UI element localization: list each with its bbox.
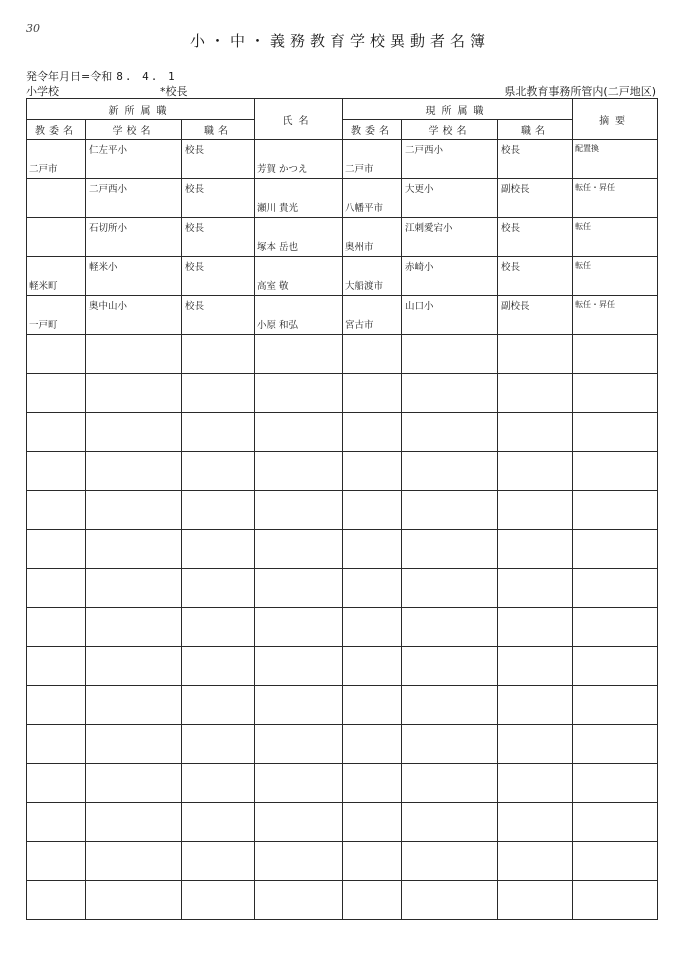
empty-cell: [573, 608, 658, 647]
current-school-cell: [402, 257, 498, 296]
empty-cell: [182, 881, 255, 920]
current-position-cell-text: 副校長: [501, 301, 530, 312]
new-school-cell-text: 仁左平小: [89, 145, 128, 156]
empty-cell: [498, 764, 573, 803]
issue-date: [26, 68, 177, 84]
new-position-cell-text: 校長: [185, 301, 205, 312]
empty-cell: [182, 725, 255, 764]
education-office: 県北教育事務所管内(二戸地区): [504, 85, 656, 98]
person-name-cell-text: 芳賀 かつえ: [257, 164, 308, 175]
current-position-cell-text: 校長: [501, 223, 521, 234]
empty-cell: [255, 608, 343, 647]
empty-cell: [498, 413, 573, 452]
current-board-cell-text: 大船渡市: [345, 281, 384, 292]
empty-table-row: [27, 686, 658, 725]
empty-cell: [402, 374, 498, 413]
current-position-cell-text: 校長: [501, 262, 521, 273]
empty-cell: [498, 842, 573, 881]
current-position-cell: [498, 296, 573, 335]
empty-cell: [343, 842, 402, 881]
person-name-cell: [255, 218, 343, 257]
empty-cell: [498, 335, 573, 374]
empty-cell: [402, 491, 498, 530]
empty-cell: [343, 803, 402, 842]
current-board-cell: [343, 179, 402, 218]
empty-cell: [86, 608, 182, 647]
empty-cell: [86, 374, 182, 413]
new-school-cell: [86, 296, 182, 335]
empty-cell: [498, 725, 573, 764]
current-school-cell-text: 赤崎小: [405, 262, 434, 273]
new-position-cell-text: 校長: [185, 184, 205, 195]
empty-cell: [86, 335, 182, 374]
empty-cell: [402, 647, 498, 686]
header-new-board: 教委名: [27, 120, 86, 140]
roster-body: [27, 140, 658, 920]
remarks-cell: [573, 179, 658, 218]
issue-date-label: 発令年月日=令和: [26, 70, 113, 83]
person-name-cell-text: 塚本 岳也: [257, 242, 299, 253]
empty-cell: [27, 764, 86, 803]
remarks-cell: [573, 257, 658, 296]
empty-table-row: [27, 764, 658, 803]
table-row: [27, 257, 658, 296]
empty-cell: [27, 530, 86, 569]
empty-cell: [255, 725, 343, 764]
current-board-cell-text: 二戸市: [345, 164, 374, 175]
empty-cell: [86, 764, 182, 803]
new-position-cell-text: 校長: [185, 262, 205, 273]
empty-cell: [343, 647, 402, 686]
person-name-cell-text: 瀬川 貴光: [257, 203, 299, 214]
empty-cell: [343, 569, 402, 608]
empty-cell: [255, 686, 343, 725]
empty-cell: [27, 686, 86, 725]
empty-cell: [343, 764, 402, 803]
remarks-cell: [573, 296, 658, 335]
empty-cell: [27, 491, 86, 530]
empty-cell: [343, 608, 402, 647]
new-school-cell: [86, 140, 182, 179]
post-filter: *校長: [160, 85, 188, 98]
empty-cell: [402, 842, 498, 881]
new-school-cell: [86, 257, 182, 296]
person-name-cell: [255, 296, 343, 335]
new-board-cell-text: 一戸町: [29, 320, 58, 331]
empty-table-row: [27, 725, 658, 764]
remarks-cell: [573, 218, 658, 257]
empty-cell: [27, 452, 86, 491]
empty-cell: [86, 530, 182, 569]
header-new-school: 学校名: [86, 120, 182, 140]
empty-table-row: [27, 530, 658, 569]
new-board-cell-text: 二戸市: [29, 164, 58, 175]
empty-cell: [573, 803, 658, 842]
empty-cell: [402, 569, 498, 608]
empty-cell: [402, 530, 498, 569]
new-position-cell-text: 校長: [185, 223, 205, 234]
person-name-cell-text: 高室 敬: [257, 281, 289, 292]
empty-cell: [255, 764, 343, 803]
new-position-cell: [182, 140, 255, 179]
empty-cell: [255, 491, 343, 530]
remarks-cell-text: 転任: [575, 222, 592, 231]
current-school-cell-text: 山口小: [405, 301, 434, 312]
new-position-cell-text: 校長: [185, 145, 205, 156]
header-new-position: 職名: [182, 120, 255, 140]
empty-cell: [402, 803, 498, 842]
empty-cell: [498, 608, 573, 647]
empty-table-row: [27, 491, 658, 530]
empty-cell: [27, 569, 86, 608]
empty-table-row: [27, 374, 658, 413]
empty-cell: [498, 686, 573, 725]
new-position-cell: [182, 179, 255, 218]
new-position-cell: [182, 218, 255, 257]
current-board-cell-text: 奥州市: [345, 242, 374, 253]
current-board-cell: [343, 296, 402, 335]
empty-cell: [498, 803, 573, 842]
header-current-position: 職名: [498, 120, 573, 140]
current-position-cell: [498, 179, 573, 218]
empty-table-row: [27, 335, 658, 374]
remarks-cell-text: 配置換: [575, 144, 600, 153]
empty-cell: [27, 725, 86, 764]
empty-cell: [86, 569, 182, 608]
header-name: 氏名: [255, 99, 343, 140]
new-board-cell: [27, 179, 86, 218]
empty-cell: [86, 413, 182, 452]
empty-cell: [255, 647, 343, 686]
new-position-cell: [182, 296, 255, 335]
person-name-cell: [255, 257, 343, 296]
new-board-cell: [27, 296, 86, 335]
new-school-cell-text: 石切所小: [89, 223, 128, 234]
empty-cell: [255, 413, 343, 452]
empty-cell: [182, 803, 255, 842]
header-remarks: 摘要: [573, 99, 658, 140]
empty-cell: [498, 647, 573, 686]
table-row: [27, 140, 658, 179]
new-school-cell: [86, 179, 182, 218]
empty-cell: [27, 647, 86, 686]
empty-table-row: [27, 413, 658, 452]
empty-cell: [182, 374, 255, 413]
empty-cell: [255, 842, 343, 881]
empty-cell: [573, 374, 658, 413]
empty-cell: [86, 452, 182, 491]
empty-cell: [86, 686, 182, 725]
empty-cell: [182, 842, 255, 881]
current-school-cell: [402, 296, 498, 335]
empty-cell: [27, 374, 86, 413]
empty-cell: [573, 686, 658, 725]
empty-cell: [182, 569, 255, 608]
table-row: [27, 296, 658, 335]
empty-cell: [182, 413, 255, 452]
empty-cell: [255, 530, 343, 569]
new-board-cell: [27, 218, 86, 257]
remarks-cell: [573, 140, 658, 179]
current-position-cell: [498, 140, 573, 179]
empty-cell: [255, 569, 343, 608]
table-row: [27, 218, 658, 257]
remarks-cell-text: 転任・昇任: [575, 300, 616, 309]
header-new-post: 新所属職: [27, 99, 255, 120]
empty-table-row: [27, 842, 658, 881]
empty-cell: [573, 725, 658, 764]
empty-cell: [343, 452, 402, 491]
current-board-cell: [343, 140, 402, 179]
empty-cell: [182, 686, 255, 725]
empty-cell: [573, 569, 658, 608]
current-position-cell: [498, 218, 573, 257]
person-name-cell-text: 小原 和弘: [257, 320, 299, 331]
empty-cell: [573, 881, 658, 920]
empty-cell: [402, 881, 498, 920]
empty-table-row: [27, 452, 658, 491]
current-position-cell: [498, 257, 573, 296]
page-number: 30: [26, 22, 40, 35]
header-current-post: 現所属職: [343, 99, 573, 120]
new-school-cell-text: 二戸西小: [89, 184, 128, 195]
empty-cell: [343, 491, 402, 530]
current-board-cell: [343, 257, 402, 296]
empty-table-row: [27, 569, 658, 608]
empty-cell: [27, 413, 86, 452]
empty-cell: [343, 686, 402, 725]
new-board-cell-text: 軽米町: [29, 281, 58, 292]
current-school-cell-text: 江刺愛宕小: [405, 223, 453, 234]
empty-cell: [573, 491, 658, 530]
current-school-cell-text: 大更小: [405, 184, 434, 195]
empty-cell: [182, 491, 255, 530]
new-school-cell-text: 軽米小: [89, 262, 118, 273]
current-board-cell: [343, 218, 402, 257]
empty-cell: [255, 803, 343, 842]
empty-cell: [573, 452, 658, 491]
empty-cell: [86, 725, 182, 764]
current-school-cell: [402, 218, 498, 257]
current-board-cell-text: 八幡平市: [345, 203, 384, 214]
new-school-cell-text: 奥中山小: [89, 301, 128, 312]
empty-cell: [255, 374, 343, 413]
empty-cell: [182, 608, 255, 647]
empty-cell: [498, 881, 573, 920]
empty-cell: [86, 881, 182, 920]
empty-cell: [343, 335, 402, 374]
current-board-cell-text: 宮古市: [345, 320, 374, 331]
school-level: 小学校: [26, 85, 59, 98]
empty-cell: [573, 413, 658, 452]
empty-cell: [255, 452, 343, 491]
current-school-cell: [402, 179, 498, 218]
empty-cell: [498, 491, 573, 530]
empty-cell: [402, 764, 498, 803]
current-position-cell-text: 校長: [501, 145, 521, 156]
empty-cell: [402, 608, 498, 647]
empty-cell: [498, 374, 573, 413]
empty-cell: [86, 803, 182, 842]
empty-cell: [402, 335, 498, 374]
empty-cell: [402, 452, 498, 491]
current-school-cell-text: 二戸西小: [405, 145, 444, 156]
empty-cell: [27, 335, 86, 374]
empty-cell: [86, 647, 182, 686]
empty-cell: [498, 569, 573, 608]
empty-cell: [573, 764, 658, 803]
new-school-cell: [86, 218, 182, 257]
empty-cell: [182, 647, 255, 686]
header-current-school: 学校名: [402, 120, 498, 140]
document-title: 小・中・義務教育学校異動者名簿: [189, 32, 490, 50]
empty-cell: [343, 530, 402, 569]
new-board-cell: [27, 140, 86, 179]
empty-cell: [86, 491, 182, 530]
current-position-cell-text: 副校長: [501, 184, 530, 195]
empty-table-row: [27, 647, 658, 686]
table-row: [27, 179, 658, 218]
empty-cell: [182, 452, 255, 491]
empty-table-row: [27, 803, 658, 842]
empty-cell: [573, 335, 658, 374]
empty-cell: [27, 803, 86, 842]
new-position-cell: [182, 257, 255, 296]
empty-table-row: [27, 881, 658, 920]
empty-cell: [343, 413, 402, 452]
empty-cell: [498, 530, 573, 569]
empty-cell: [498, 452, 573, 491]
empty-cell: [343, 374, 402, 413]
empty-cell: [182, 764, 255, 803]
empty-cell: [343, 881, 402, 920]
person-name-cell: [255, 179, 343, 218]
empty-cell: [343, 725, 402, 764]
person-name-cell: [255, 140, 343, 179]
empty-cell: [402, 686, 498, 725]
empty-cell: [255, 881, 343, 920]
header-current-board: 教委名: [343, 120, 402, 140]
transfer-roster-table: [26, 98, 658, 920]
remarks-cell-text: 転任: [575, 261, 592, 270]
empty-cell: [86, 842, 182, 881]
empty-cell: [573, 530, 658, 569]
empty-cell: [27, 881, 86, 920]
empty-cell: [255, 335, 343, 374]
empty-cell: [27, 842, 86, 881]
empty-cell: [402, 413, 498, 452]
empty-table-row: [27, 608, 658, 647]
issue-date-value: 8. 4. 1: [116, 70, 177, 83]
remarks-cell-text: 転任・昇任: [575, 183, 616, 192]
empty-cell: [182, 530, 255, 569]
current-school-cell: [402, 140, 498, 179]
empty-cell: [182, 335, 255, 374]
new-board-cell: [27, 257, 86, 296]
empty-cell: [402, 725, 498, 764]
empty-cell: [573, 647, 658, 686]
empty-cell: [27, 608, 86, 647]
empty-cell: [573, 842, 658, 881]
